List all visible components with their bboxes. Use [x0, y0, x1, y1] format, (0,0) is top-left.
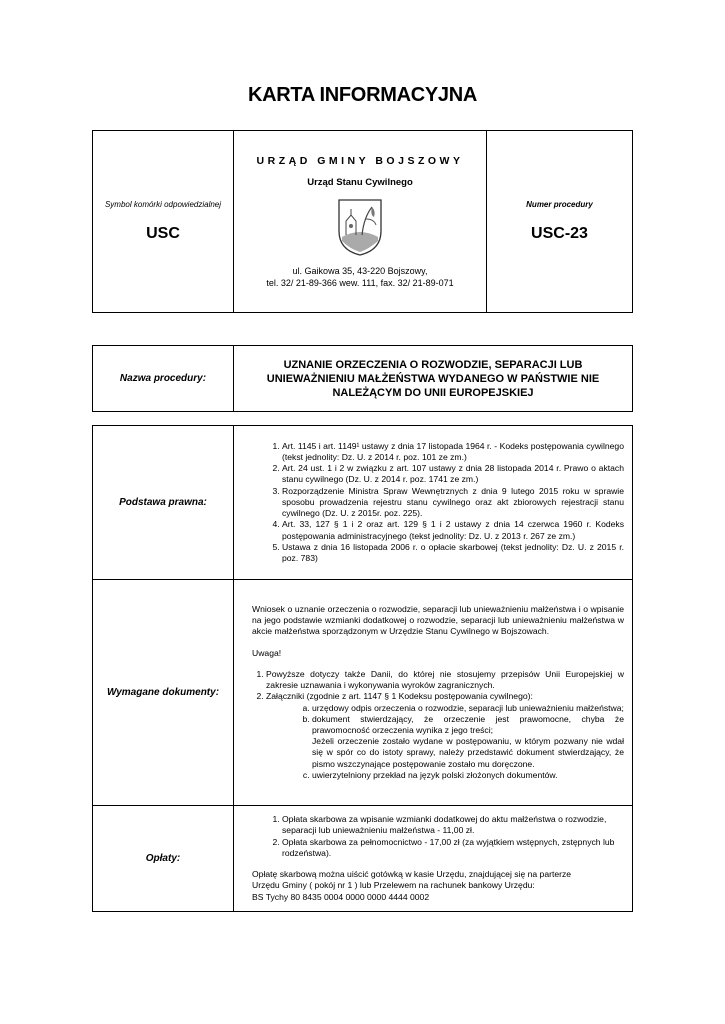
legal-basis-cell	[234, 426, 633, 580]
office-name: URZĄD GMINY BOJSZOWY	[256, 154, 464, 167]
procedure-name-table	[92, 345, 633, 412]
responsible-unit-value: USC	[146, 225, 180, 242]
required-documents-label: Wymagane dokumenty:	[93, 580, 234, 806]
note-label: Uwaga!	[252, 647, 282, 658]
header-center-cell	[234, 131, 487, 313]
attachment-item-extra: Jeżeli orzeczenie zostało wydane w postępowaniu, w którym pozwany nie wdał się w spór co do istoty sprawy, należy przedstawić dokument stwierdzający, że pismo wszczynające postępowanie zostało mu doręczone.	[312, 736, 624, 769]
legal-basis-item: 1. Art. 1145 i art. 1149¹ ustawy z dnia 17 listopada 1964 r. - Kodeks postępowania cywilnego (tekst jednolity: Dz. U. z 2014 r. poz. 101 ze zm.)	[282, 441, 624, 463]
address-line-2: tel. 32/ 21-89-366 wew. 111, fax. 32/ 21-89-071	[266, 277, 454, 288]
fees-list	[252, 814, 624, 859]
office-subtitle: Urząd Stanu Cywilnego	[307, 176, 413, 188]
fee-item: 2. Opłata skarbowa za pełnomocnictwo - 17,00 zł (za wyjątkiem wstępnych, zstępnych lub rodzeństwa).	[282, 837, 624, 859]
coat-of-arms-icon	[336, 197, 384, 257]
details-table	[92, 425, 633, 912]
attachments-heading: Załączniki (zgodnie z art. 1147 § 1 Kodeksu postępowania cywilnego):	[266, 691, 533, 702]
fees-cell	[234, 806, 633, 912]
legal-basis-item: 4. Art. 33, 127 § 1 i 2 oraz art. 129 § 1 i 2 ustawy z dnia 14 czerwca 1960 r. Kodeks postępowania administracyjnego (tekst jednolity: Dz. U. z 2013 r. 267 ze zm.)	[282, 519, 624, 541]
attachment-item-text: dokument stwierdzający, że orzeczenie jest prawomocne, chyba że prawomocność orzeczenia wynika z jego treści;	[312, 713, 624, 735]
procedure-number-label: Numer procedury	[526, 200, 593, 209]
header-right-cell	[487, 131, 633, 313]
address-line-1: ul. Gaikowa 35, 43-220 Bojszowy,	[292, 265, 428, 276]
bank-account: BS Tychy 80 8435 0004 0000 0000 4444 0002	[252, 891, 430, 902]
documents-list	[252, 669, 624, 781]
header-left-cell	[93, 131, 234, 313]
fees-label: Opłaty:	[93, 806, 234, 912]
payment-line: Urzędu Gminy ( pokój nr 1 ) lub Przelewem na rachunek bankowy Urzędu:	[252, 880, 535, 891]
legal-basis-label: Podstawa prawna:	[93, 426, 234, 580]
required-documents-cell	[234, 580, 633, 806]
documents-item	[266, 691, 624, 781]
documents-item: 1. Powyższe dotyczy także Danii, do której nie stosujemy przepisów Unii Europejskiej w zakresie uznawania i wykonywania wyroków zagranicznych.	[266, 669, 624, 691]
procedure-number-value: USC-23	[531, 225, 588, 242]
legal-basis-item: 2. Art. 24 ust. 1 i 2 w związku z art. 107 ustawy z dnia 28 listopada 2014 r. Prawo o aktach stanu cywilnego (Dz. U. z 2014 r. poz. 1741 ze zm.)	[282, 463, 624, 485]
attachment-item	[312, 714, 624, 770]
legal-basis-item: 3. Rozporządzenie Ministra Spraw Wewnętrznych z dnia 9 lutego 2015 roku w sprawie sposobu prowadzenia rejestru stanu cywilnego oraz akt zbiorowych rejestracji stanu cywilnego (Dz. U. z 2015r. poz. 225).	[282, 486, 624, 520]
attachment-item: c. uwierzytelniony przekład na język polski złożonych dokumentów.	[312, 770, 624, 781]
attachment-item: a. urzędowy odpis orzeczenia o rozwodzie, separacji lub unieważnieniu małżeństwa;	[312, 703, 624, 714]
fee-item: 1. Opłata skarbowa za wpisanie wzmianki dodatkowej do aktu małżeństwa o rozwodzie, separacji lub unieważnieniu małżeństwa - 11,00 zł.	[282, 814, 624, 836]
procedure-name: UZNANIE ORZECZENIA O ROZWODZIE, SEPARACJI LUB UNIEWAŻNIENIU MAŁŻEŃSTWA WYDANEGO W PAŃSTWIE NIE NALEŻĄCYM DO UNII EUROPEJSKIEJ	[234, 346, 633, 412]
legal-basis-list	[252, 441, 624, 564]
payment-line: Opłatę skarbową można uiścić gotówką w kasie Urzędu, znajdującej się na parterze	[252, 869, 572, 880]
procedure-name-label: Nazwa procedury:	[93, 346, 234, 412]
legal-basis-item: 5. Ustawa z dnia 16 listopada 2006 r. o opłacie skarbowej (tekst jednolity: Dz. U. z 2015 r. poz. 783)	[282, 542, 624, 564]
responsible-unit-label: Symbol komórki odpowiedzialnej	[104, 200, 222, 209]
header-table	[92, 130, 633, 313]
documents-intro: Wniosek o uznanie orzeczenia o rozwodzie, separacji lub unieważnieniu małżeństwa i o wpisanie na jego podstawie wzmianki dodatkowej o rozwodzie, separacji lub unieważnieniu małżeństwa w akcie małżeństwa sporządzonym w Urzędzie Stanu Cywilnego w Bojszowach.	[252, 604, 624, 637]
attachments-list	[266, 703, 624, 781]
page-title: KARTA INFORMACYJNA	[247, 84, 478, 106]
